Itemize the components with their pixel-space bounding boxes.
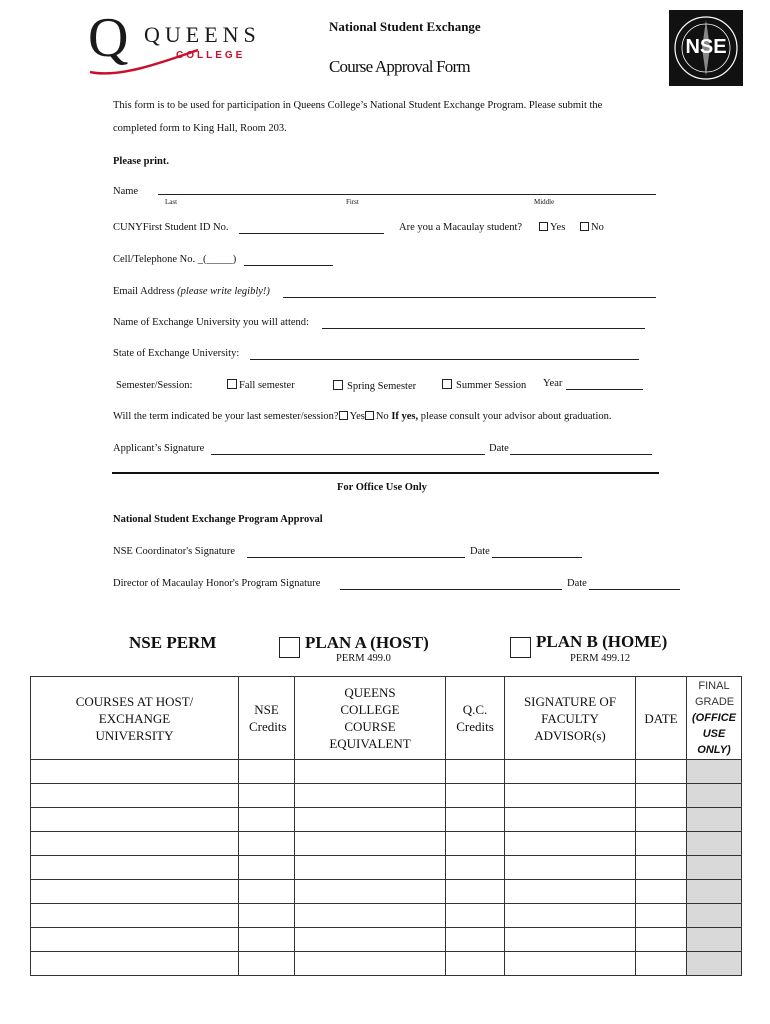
table-row [31,880,742,904]
date-cell[interactable] [636,880,687,904]
checkbox-icon[interactable] [539,222,548,231]
date-cell[interactable] [636,784,687,808]
checkbox-icon[interactable] [580,222,589,231]
macaulay-no[interactable] [580,222,604,233]
header-date-text: DATE [644,710,678,726]
macaulay-yes[interactable] [539,222,565,233]
qc-equivalent-cell[interactable] [295,808,446,832]
checkbox-icon[interactable] [365,411,374,420]
nse-credits-cell[interactable] [239,952,295,976]
director-signature-field[interactable] [340,589,562,590]
qc-credits-cell[interactable] [446,760,505,784]
exchange-university-label: Name of Exchange University you will attend: [113,317,309,328]
last-term-row [113,411,611,422]
host-course-cell[interactable] [31,904,239,928]
table-row [31,808,742,832]
final-grade-cell [687,760,742,784]
final-grade-cell [687,880,742,904]
final-grade-cell [687,904,742,928]
nse-seal [669,10,743,86]
nse-coordinator-signature-field[interactable] [247,557,465,558]
checkbox-icon[interactable] [339,411,348,420]
qc-credits-cell[interactable] [446,784,505,808]
queens-college-logo [88,7,278,80]
nse-credits-cell[interactable] [239,784,295,808]
if-yes-bold: If yes, [391,411,419,422]
header-qc-credits [446,677,505,760]
header-nse-credits-text: NSE Credits [249,702,287,734]
host-course-cell[interactable] [31,808,239,832]
faculty-signature-cell[interactable] [505,760,636,784]
intro-line-2: completed form to King Hall, Room 203. [113,123,287,134]
header-date [636,677,687,760]
name-last-caption: Last [165,198,178,206]
faculty-signature-cell[interactable] [505,808,636,832]
header-final-grade [687,677,742,760]
header-courses-host-text: COURSES AT HOST/ EXCHANGE UNIVERSITY [75,693,194,743]
qc-credits-cell[interactable] [446,904,505,928]
faculty-signature-cell[interactable] [505,952,636,976]
last-term-no-label: No [375,411,389,422]
header-faculty-signature-text: SIGNATURE OF FACULTY ADVISOR(s) [523,693,617,743]
state-label: State of Exchange University: [113,348,240,359]
qc-credits-cell[interactable] [446,880,505,904]
header-qc-equivalent-text: QUEENS COLLEGE COURSE EQUIVALENT [329,685,411,751]
nse-credits-cell[interactable] [239,832,295,856]
applicant-date-field[interactable] [510,454,652,455]
form-title: Course Approval Form [329,57,470,76]
header-courses-host [31,677,239,760]
faculty-signature-cell[interactable] [505,904,636,928]
cell-label: Cell/Telephone No. _(_____) [113,254,237,265]
name-field[interactable] [158,194,656,195]
name-middle-caption: Middle [534,198,555,206]
spring-label: Spring Semester [347,381,417,392]
qc-equivalent-cell[interactable] [295,880,446,904]
cunyfirst-label: CUNYFirst Student ID No. [113,222,229,233]
header-nse-credits [239,677,295,760]
macaulay-no-label: No [591,222,604,233]
name-first-caption: First [346,198,359,206]
qc-equivalent-cell[interactable] [295,856,446,880]
name-label: Name [113,186,139,197]
plan-b-checkbox[interactable] [510,637,531,658]
applicant-signature-field[interactable] [211,454,485,455]
qc-credits-cell[interactable] [446,928,505,952]
qc-credits-cell[interactable] [446,808,505,832]
table-row [31,952,742,976]
plan-a-perm: PERM 499.0 [336,653,391,664]
nse-coordinator-date-label: Date [470,546,490,557]
nse-credits-cell[interactable] [239,856,295,880]
year-label: Year [543,378,563,389]
fall-option[interactable] [227,379,295,391]
exchange-university-field[interactable] [322,328,645,329]
fall-label: Fall semester [239,380,295,391]
qc-equivalent-cell[interactable] [295,760,446,784]
summer-option[interactable] [442,379,526,391]
logo-subword: COLLEGE [176,50,246,61]
approval-heading: National Student Exchange Program Approval [113,514,323,525]
nse-credits-cell[interactable] [239,760,295,784]
last-term-question: Will the term indicated be your last semester/session? [113,411,339,422]
host-course-cell[interactable] [31,832,239,856]
if-yes-rest: please consult your advisor about graduation. [420,411,612,422]
email-hint: (please write legibly!) [177,286,270,297]
qc-credits-cell[interactable] [446,832,505,856]
faculty-signature-cell[interactable] [505,928,636,952]
spring-option[interactable] [333,380,416,392]
applicant-signature-label: Applicant’s Signature [113,443,205,454]
course-table [30,676,742,976]
please-print: Please print. [113,156,169,167]
director-date-label: Date [567,578,587,589]
header-qc-equivalent [295,677,446,760]
date-cell[interactable] [636,928,687,952]
header-faculty-signature [505,677,636,760]
host-course-cell[interactable] [31,760,239,784]
faculty-signature-cell[interactable] [505,784,636,808]
nse-credits-cell[interactable] [239,928,295,952]
plan-b-perm: PERM 499.12 [570,653,631,664]
host-course-cell[interactable] [31,952,239,976]
director-signature-label: Director of Macaulay Honor's Program Signature [113,578,321,589]
host-course-cell[interactable] [31,856,239,880]
plan-a-label: PLAN A (HOST) [305,633,429,652]
checkbox-icon[interactable] [442,379,452,389]
checkbox-icon[interactable] [333,380,343,390]
date-cell[interactable] [636,832,687,856]
nse-credits-cell[interactable] [239,808,295,832]
faculty-signature-cell[interactable] [505,856,636,880]
qc-credits-cell[interactable] [446,952,505,976]
table-header-row [31,677,742,760]
table-row [31,856,742,880]
table-row [31,832,742,856]
seal-text: NSE [685,36,727,58]
table-row [31,784,742,808]
plan-b-label: PLAN B (HOME) [536,632,668,651]
host-course-cell[interactable] [31,784,239,808]
faculty-signature-cell[interactable] [505,832,636,856]
applicant-date-label: Date [489,443,509,454]
course-rows [31,760,742,976]
macaulay-yes-label: Yes [550,222,566,233]
office-divider [112,472,659,474]
header-qc-credits-text: Q.C. Credits [456,702,494,734]
checkbox-icon[interactable] [227,379,237,389]
cunyfirst-field[interactable] [239,233,384,234]
nse-credits-cell[interactable] [239,880,295,904]
email-label-text: Email Address [113,286,175,297]
qc-equivalent-cell[interactable] [295,832,446,856]
final-grade-cell [687,952,742,976]
state-field[interactable] [250,359,639,360]
header-final-grade-text: FINAL GRADE [695,680,735,708]
table-row [31,904,742,928]
final-grade-cell [687,808,742,832]
table-row [31,760,742,784]
director-date-field[interactable] [589,589,680,590]
macaulay-question: Are you a Macaulay student? [399,222,523,233]
nse-credits-cell[interactable] [239,904,295,928]
date-cell[interactable] [636,808,687,832]
final-grade-cell [687,784,742,808]
final-grade-cell [687,928,742,952]
email-label [113,286,270,297]
cell-field[interactable] [244,265,333,266]
table-row [31,928,742,952]
host-course-cell[interactable] [31,880,239,904]
logo-word: QUEENS [144,22,261,47]
last-term-yes-label: Yes [349,411,365,422]
header-office-use-only: (OFFICE USE ONLY) [692,712,736,756]
qc-equivalent-cell[interactable] [295,904,446,928]
date-cell[interactable] [636,760,687,784]
summer-label: Summer Session [456,380,527,391]
nse-coordinator-date-field[interactable] [492,557,582,558]
logo-letter: Q [88,7,129,69]
nse-coordinator-signature-label: NSE Coordinator's Signature [113,546,236,557]
qc-credits-cell[interactable] [446,856,505,880]
office-use-heading: For Office Use Only [337,482,427,493]
qc-equivalent-cell[interactable] [295,952,446,976]
nse-perm-label: NSE PERM [129,633,217,652]
date-cell[interactable] [636,856,687,880]
final-grade-cell [687,832,742,856]
year-field[interactable] [566,389,643,390]
program-title: National Student Exchange [329,19,481,34]
host-course-cell[interactable] [31,928,239,952]
date-cell[interactable] [636,952,687,976]
email-field[interactable] [283,297,656,298]
qc-equivalent-cell[interactable] [295,784,446,808]
faculty-signature-cell[interactable] [505,880,636,904]
plan-a-checkbox[interactable] [279,637,300,658]
intro-line-1: This form is to be used for participation in Queens College’s National Student Exchange Program. Please submit the [113,100,603,111]
qc-equivalent-cell[interactable] [295,928,446,952]
semester-label: Semester/Session: [116,380,193,391]
final-grade-cell [687,856,742,880]
date-cell[interactable] [636,904,687,928]
